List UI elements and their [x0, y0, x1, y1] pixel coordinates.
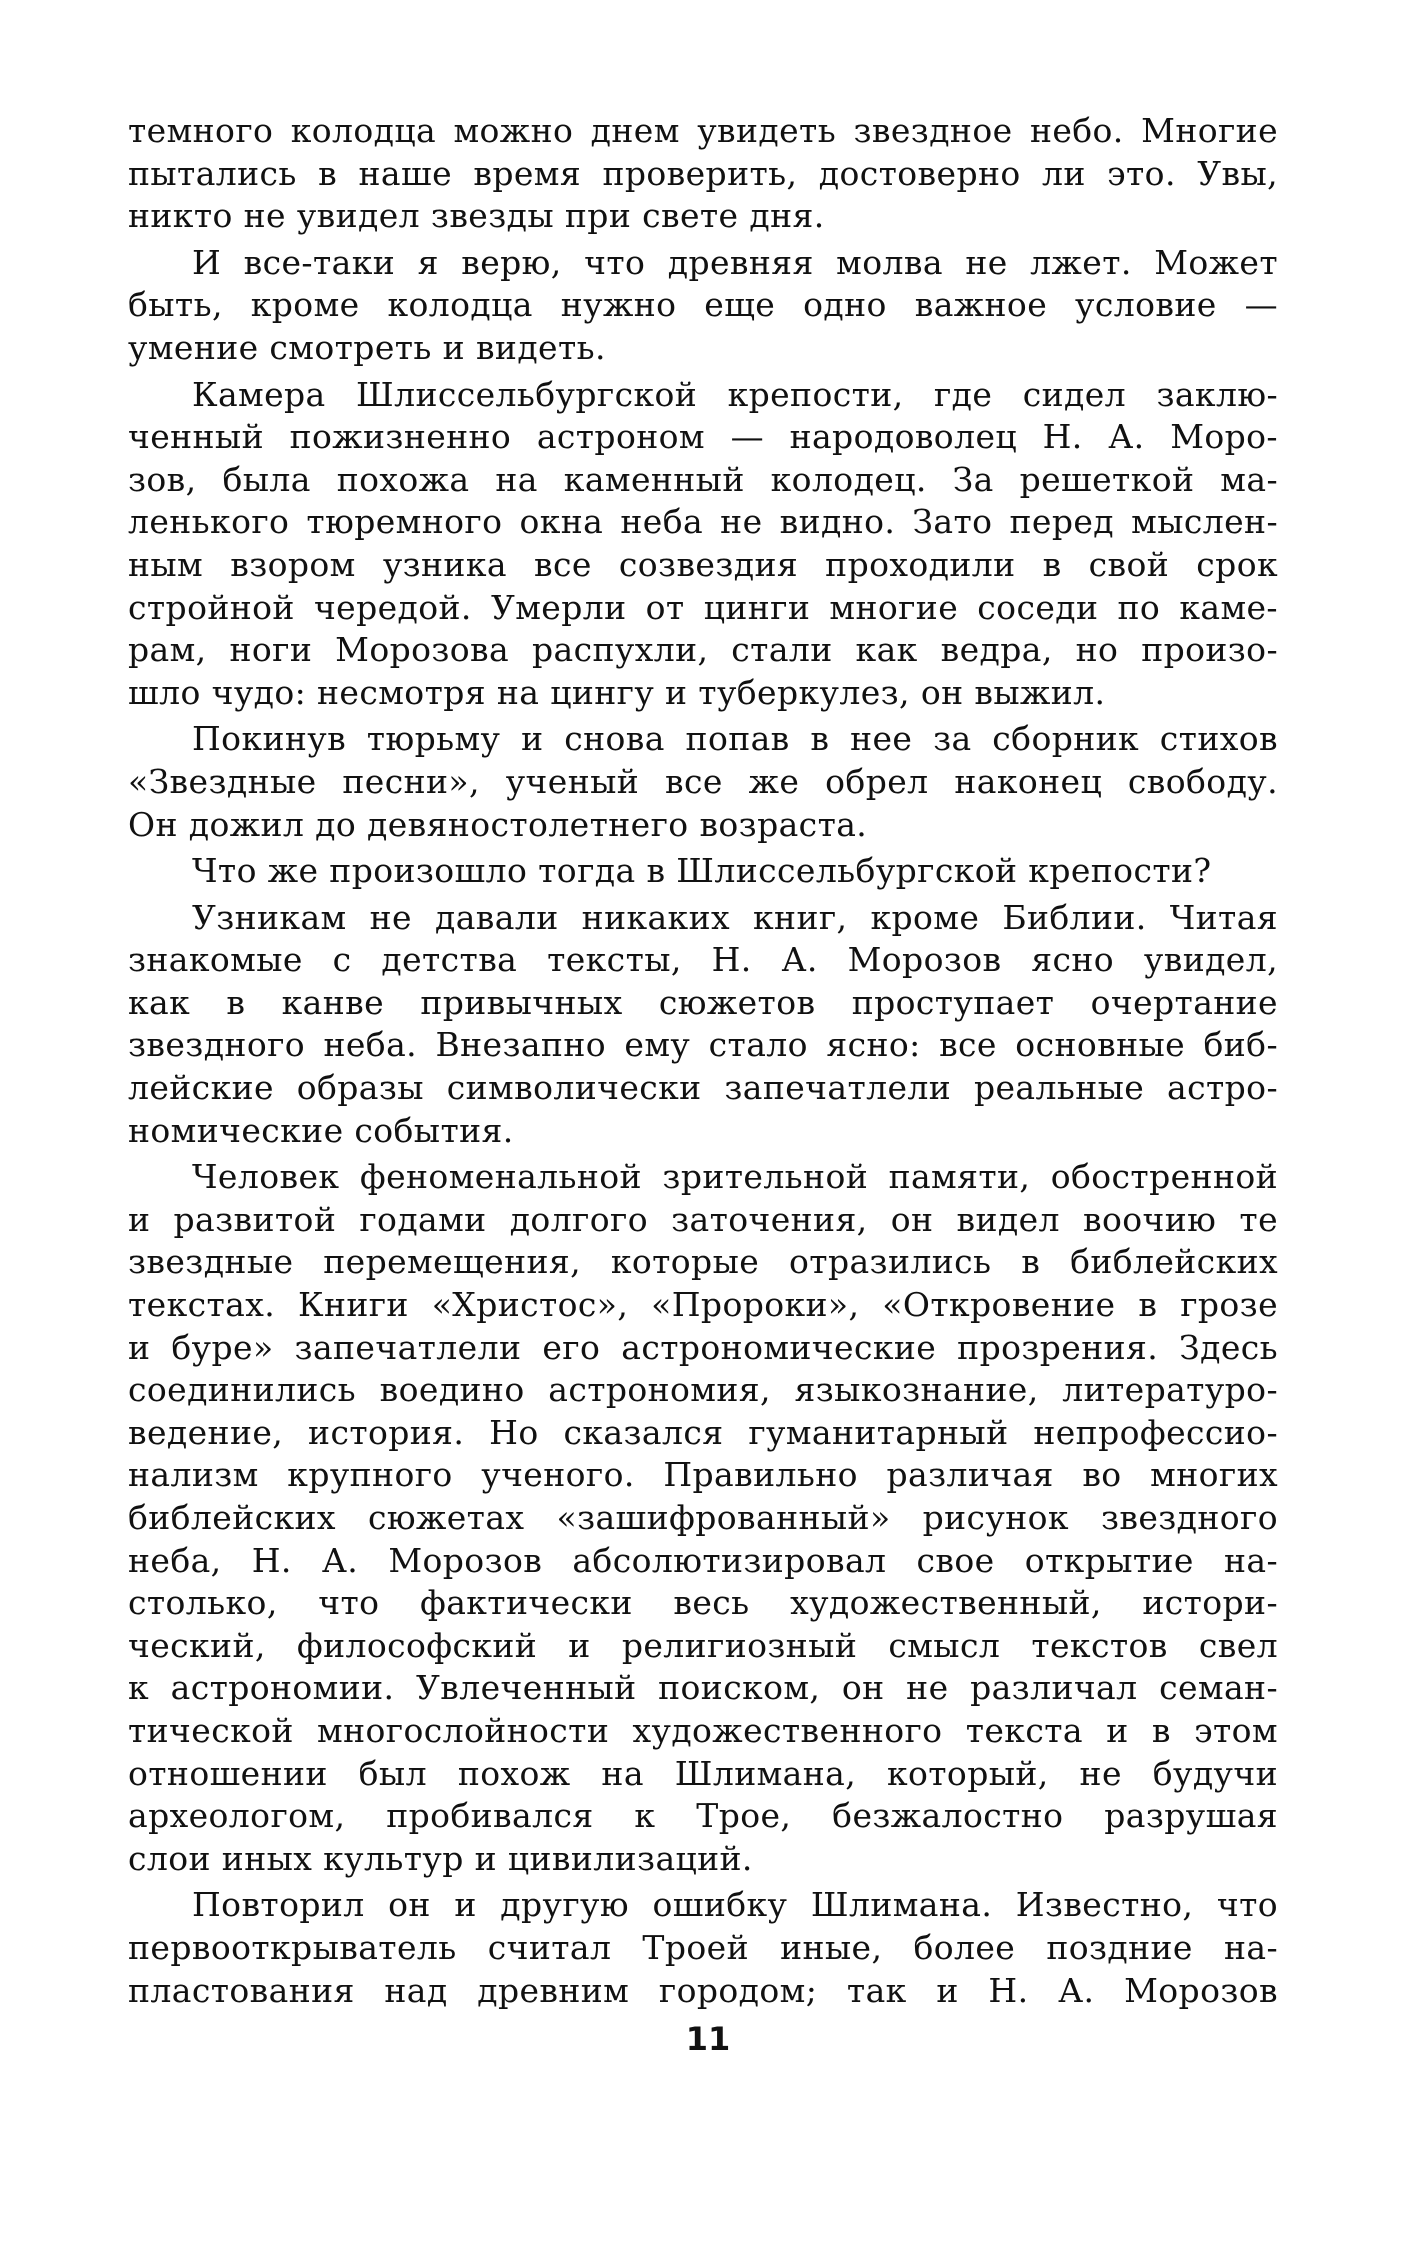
text-line: рам, ноги Морозова распухли, стали как ведра, но произо- — [128, 630, 1278, 670]
text-line: столько, что фактически весь художественный, истори- — [128, 1583, 1278, 1623]
text-line: ным взором узника все созвездия проходили в свой срок — [128, 544, 1278, 584]
text-line: шло чудо: несмотря на цингу и туберкулез, он выжил. — [128, 672, 1106, 712]
text-line: Что же произошло тогда в Шлиссельбургской крепости? — [192, 851, 1212, 891]
text-line: текстах. Книги «Христос», «Пророки», «Откровение в грозе — [128, 1285, 1278, 1325]
page-text-body — [128, 110, 1278, 2012]
paragraph — [128, 1156, 1278, 1880]
text-line: Повторил он и другую ошибку Шлимана. Известно, что — [192, 1885, 1278, 1925]
text-line: соединились воедино астрономия, языкознание, литературо- — [128, 1370, 1278, 1410]
text-line: к астрономии. Увлеченный поиском, он не различал семан- — [128, 1668, 1278, 1708]
text-line: ченный пожизненно астроном — народоволец Н. А. Моро- — [128, 417, 1278, 457]
text-line: библейских сюжетах «зашифрованный» рисунок звездного — [128, 1498, 1278, 1537]
paragraph — [128, 850, 1278, 893]
text-line: И все-таки я верю, что древняя молва не лжет. Может — [192, 242, 1278, 282]
paragraph — [128, 897, 1278, 1153]
text-line: звездного неба. Внезапно ему стало ясно: все основные биб- — [128, 1025, 1278, 1065]
text-line: Он дожил до девяностолетнего возраста. — [128, 804, 868, 844]
text-line: Узникам не давали никаких книг, кроме Библии. Читая — [192, 897, 1278, 937]
text-line: пластования над древним городом; так и Н. А. Морозов — [128, 1970, 1278, 2010]
text-line: пытались в наше время проверить, достоверно ли это. Увы, — [128, 153, 1278, 193]
text-line: и буре» запечатлели его астрономические прозрения. Здесь — [128, 1327, 1278, 1367]
text-line: неба, Н. А. Морозов абсолютизировал свое открытие на- — [128, 1540, 1278, 1580]
text-line: ведение, история. Но сказался гуманитарный непрофессио- — [128, 1412, 1278, 1452]
text-line: ческий, философский и религиозный смысл текстов свел — [128, 1625, 1278, 1665]
text-line: ленького тюремного окна неба не видно. Зато перед мыслен- — [128, 502, 1278, 542]
paragraph — [128, 1884, 1278, 2012]
paragraph — [128, 110, 1278, 238]
text-line: слои иных культур и цивилизаций. — [128, 1838, 753, 1878]
page-number: 11 — [685, 2020, 731, 2058]
text-line: Человек феноменальной зрительной памяти, обостренной — [192, 1157, 1278, 1197]
paragraph — [128, 242, 1278, 370]
text-line: знакомые с детства тексты, Н. А. Морозов ясно увидел, — [128, 940, 1278, 980]
text-line: «Звездные песни», ученый все же обрел наконец свободу. — [128, 761, 1278, 801]
text-line: звездные перемещения, которые отразились в библейских — [128, 1242, 1278, 1282]
text-line: зов, была похожа на каменный колодец. За решеткой ма- — [128, 459, 1278, 499]
text-line: как в канве привычных сюжетов проступает очертание — [128, 982, 1278, 1022]
text-line: археологом, пробивался к Трое, безжалостно разрушая — [128, 1796, 1278, 1836]
text-line: и развитой годами долгого заточения, он видел воочию те — [128, 1199, 1278, 1239]
text-line: быть, кроме колодца нужно еще одно важное условие — — [128, 285, 1278, 325]
text-line: умение смотреть и видеть. — [128, 327, 606, 367]
text-line: стройной чередой. Умерли от цинги многие соседи по каме- — [128, 587, 1278, 627]
paragraph — [128, 374, 1278, 715]
text-line: Покинув тюрьму и снова попав в нее за сборник стихов — [192, 719, 1278, 759]
text-line: тической многослойности художественного текста и в этом — [128, 1710, 1278, 1750]
text-line: лейские образы символически запечатлели реальные астро- — [128, 1068, 1278, 1108]
text-line: номические события. — [128, 1110, 514, 1150]
text-line: первооткрыватель считал Троей иные, более поздние на- — [128, 1927, 1278, 1967]
text-line: никто не увидел звезды при свете дня. — [128, 196, 825, 236]
text-line: нализм крупного ученого. Правильно различая во многих — [128, 1455, 1278, 1495]
text-line: Камера Шлиссельбургской крепости, где сидел заклю- — [192, 374, 1278, 414]
paragraph — [128, 718, 1278, 846]
text-line: отношении был похож на Шлимана, который, не будучи — [128, 1753, 1278, 1793]
text-line: темного колодца можно днем увидеть звездное небо. Многие — [128, 111, 1278, 150]
